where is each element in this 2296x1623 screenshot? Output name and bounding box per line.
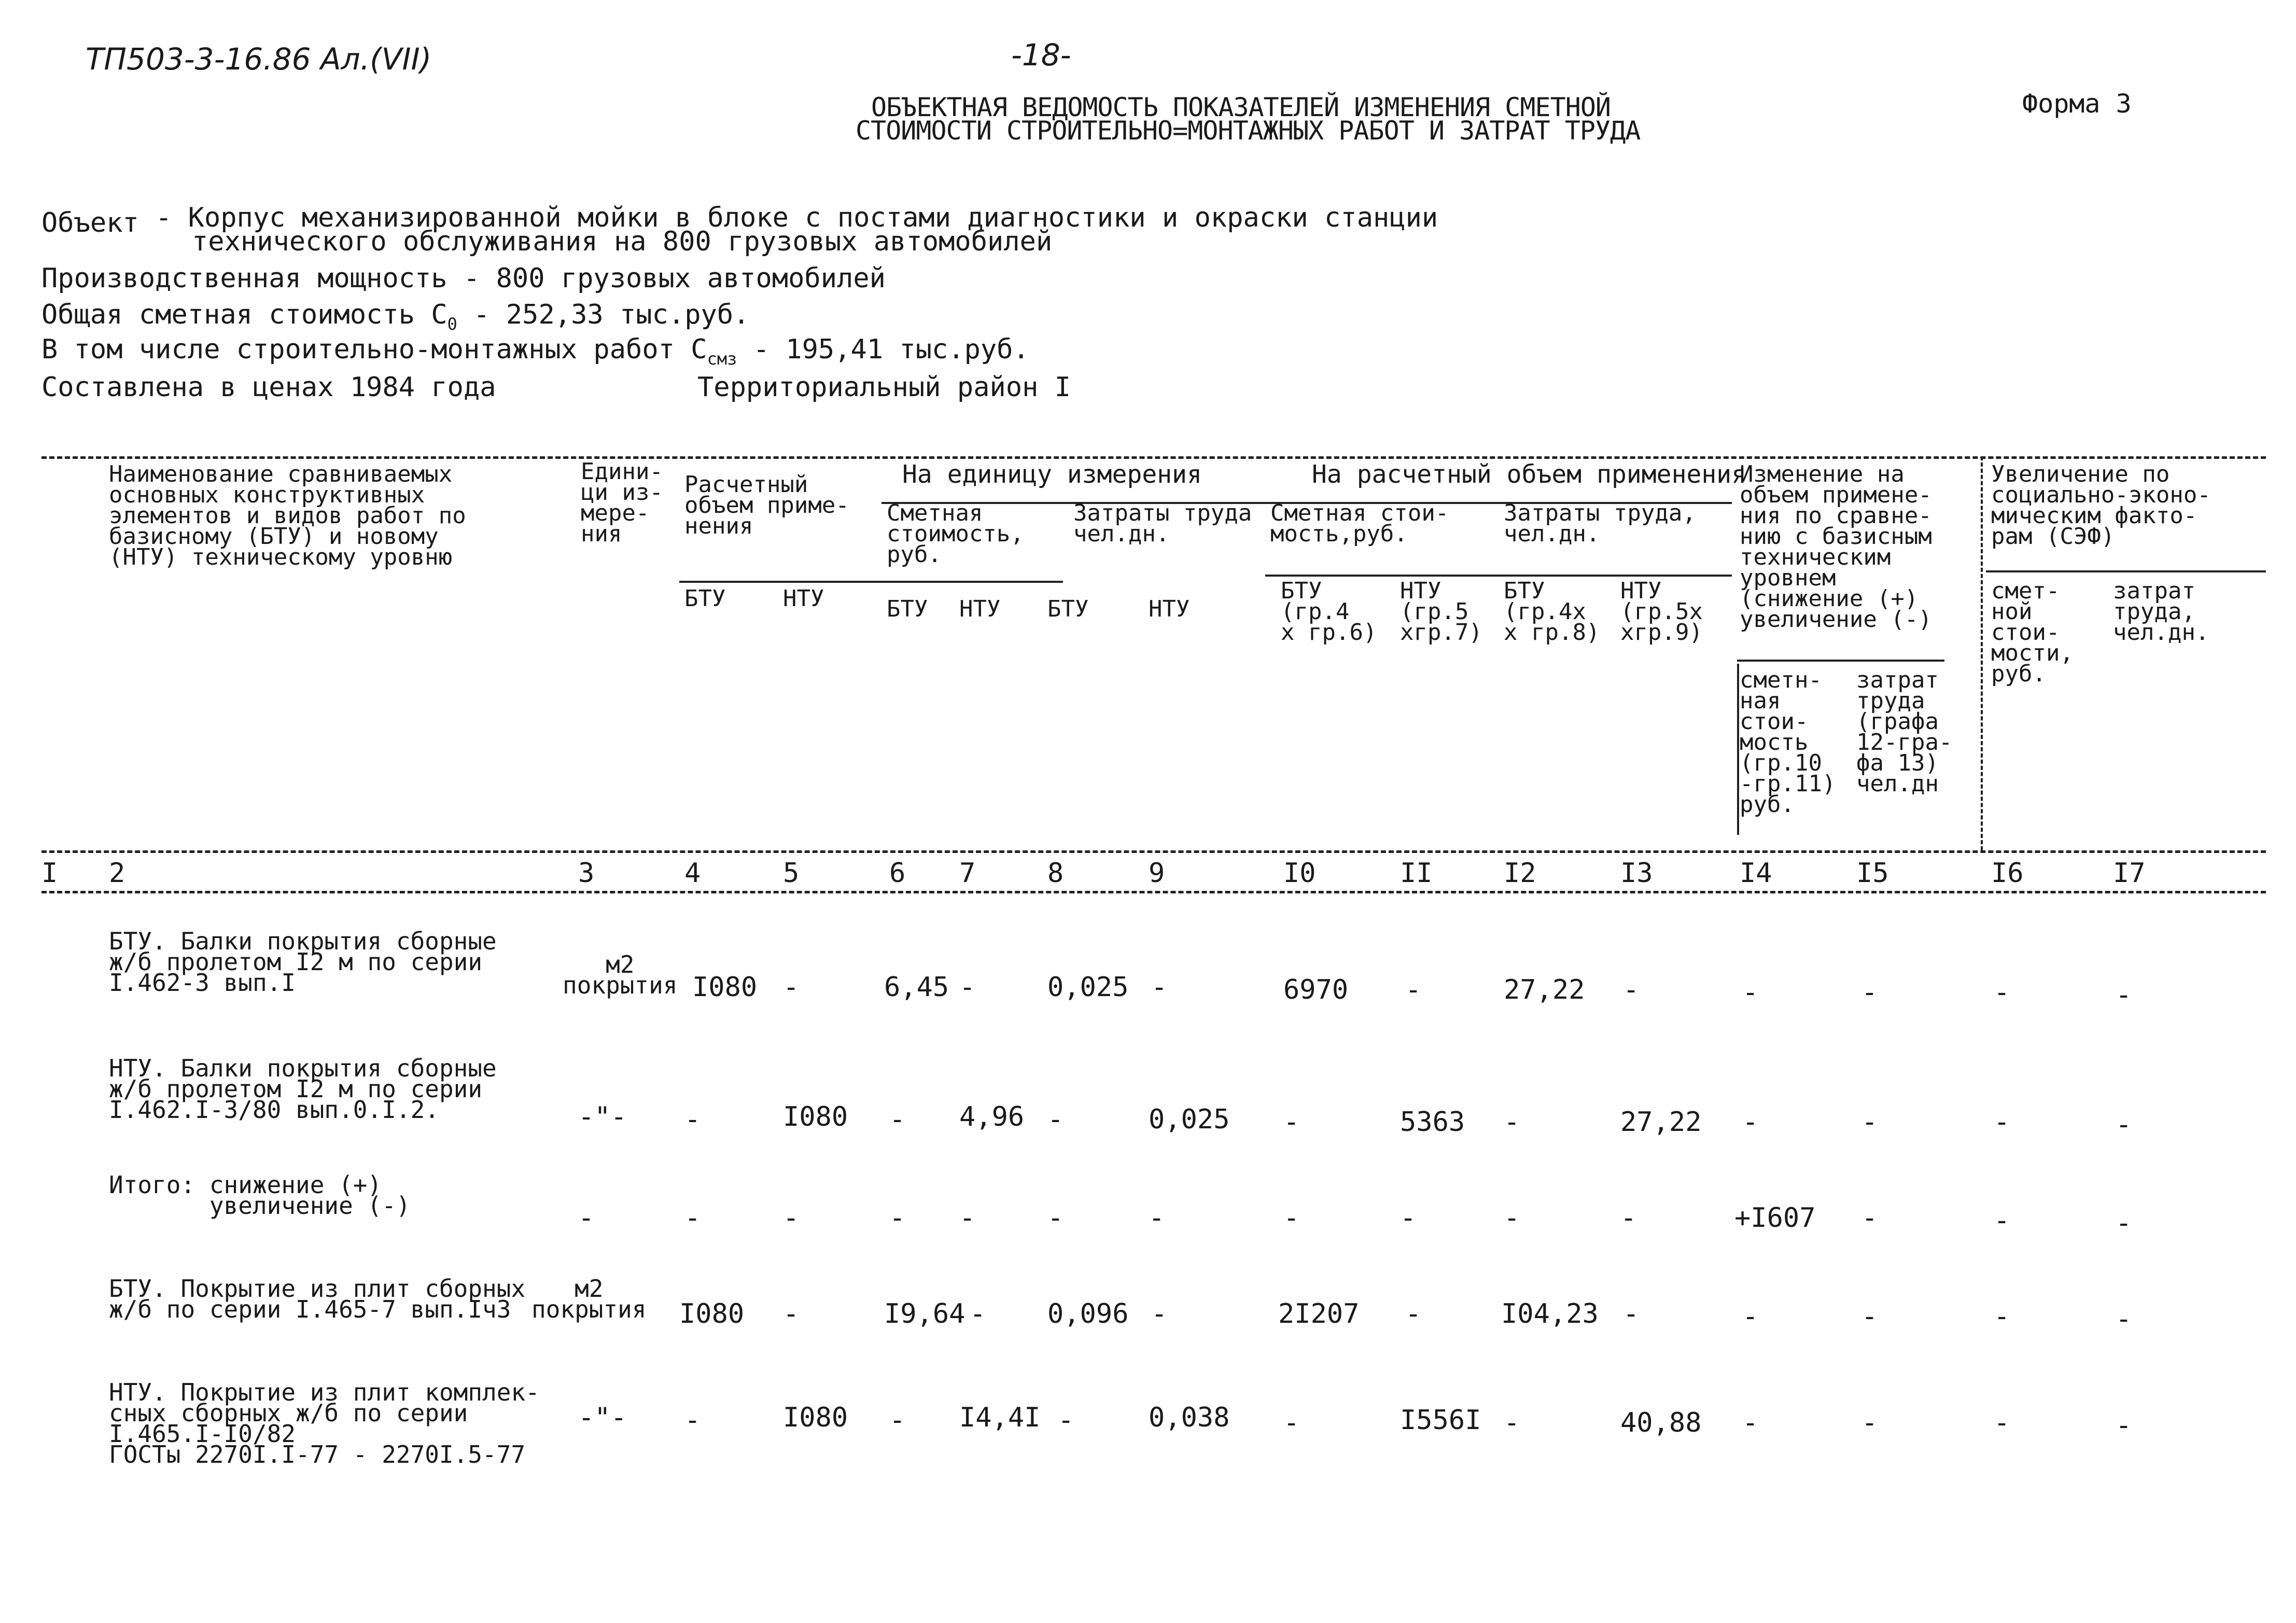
header-calc-cost: Сметная стои- мость,руб. (1270, 500, 1449, 547)
header-change: Изменение на объем примене- ния по сравне- нию с базисным техническим уровнем (снижение (+) увеличение (-) (1740, 461, 1932, 633)
title-line-2: СТОИМОСТИ СТРОИТЕЛЬНО=МОНТАЖНЫХ РАБОТ И ЗАТРАТ ТРУДА (856, 116, 1641, 146)
header-per-unit: На единицу измерения (902, 460, 1202, 489)
row-total-col7: - (959, 1202, 976, 1234)
row-total-unit: - (578, 1202, 595, 1234)
row-3-name: БТУ. Покрытие из плит сборных ж/б по серии I.465-7 вып.Iч3 (109, 1275, 526, 1323)
row-3-col14: - (1742, 1301, 1759, 1332)
row-2-col13: 27,22 (1620, 1107, 1702, 1138)
row-1-name: БТУ. Балки покрытия сборные ж/б пролетом I2 м по серии I.462-3 вып.I (109, 927, 497, 997)
row-total-col6: - (889, 1202, 906, 1234)
row-2-col5: I080 (783, 1101, 848, 1132)
row-1-col6: 6,45 (884, 972, 949, 1003)
row-4-col14: - (1742, 1407, 1759, 1438)
object-line-2: технического обслуживания на 800 грузовых автомобилей (192, 226, 1053, 257)
row-1-unit: м2 покрытия (563, 950, 678, 999)
row-2-col4: - (684, 1104, 701, 1135)
col-number-7: 7 (959, 858, 976, 889)
row-4-col15: - (1861, 1407, 1878, 1438)
header-sef: Увеличение по социально-эконо- мическим факто- рам (СЭФ) (1991, 461, 2211, 550)
row-total-col11: - (1400, 1202, 1417, 1234)
col-number-4: 4 (684, 858, 701, 889)
header-calc-labor: Затраты труда, чел.дн. (1504, 500, 1696, 547)
row-1-col17: - (2116, 980, 2132, 1011)
row-total-col8: - (1047, 1202, 1064, 1234)
calc-subheader-rule (1265, 575, 1732, 577)
row-1-col12: 27,22 (1504, 974, 1585, 1005)
row-4-col17: - (2116, 1410, 2132, 1441)
row-3-col12: I04,23 (1501, 1298, 1599, 1330)
row-total-col5: - (783, 1202, 800, 1234)
row-1-col11: - (1405, 974, 1422, 1005)
row-total-col9: - (1149, 1202, 1165, 1234)
row-1-col5: - (783, 972, 800, 1003)
sef-subheader-rule (1986, 570, 2266, 572)
col-number-13: I3 (1620, 858, 1653, 889)
header-col-name: Наименование сравниваемых основных конструктивных элементов и видов работ по базисному (БТУ) и новому (НТУ) техническому уровню (109, 461, 466, 570)
col-number-8: 8 (1047, 858, 1064, 889)
row-2-name: НТУ. Балки покрытия сборные ж/б пролетом I2 м по серии I.462.I-3/80 вып.0.I.2. (109, 1054, 497, 1124)
total-cost-subscript: 0 (447, 314, 457, 334)
header-col-volume: Расчетный объем приме- нения (684, 471, 849, 539)
header-unit-cost: Сметная стоимость, руб. (887, 500, 1024, 568)
row-2-col6: - (889, 1104, 906, 1135)
row-3-col8: 0,096 (1047, 1298, 1129, 1330)
row-4-name: НТУ. Покрытие из плит комплек- сных сборных ж/б по серии I.465.I-I0/82 ГОСТы 2270I.I-77 - 2270I.5-77 (109, 1378, 540, 1468)
col-number-16: I6 (1991, 858, 2024, 889)
object-label: Объект (41, 207, 139, 239)
header-btu-gr10: БТУ (гр.4 х гр.6) (1281, 578, 1377, 646)
col-number-9: 9 (1149, 858, 1165, 889)
row-3-col5: - (783, 1298, 800, 1330)
row-4-col12: - (1504, 1407, 1520, 1438)
row-2-col10: - (1283, 1107, 1300, 1138)
row-total-col4: - (684, 1202, 701, 1234)
total-cost-prefix: Общая сметная стоимость С (41, 299, 447, 330)
header-change-cost: сметн- ная стои- мость (гр.10 -гр.11) руб. (1740, 667, 1836, 818)
header-unit-labor: Затраты труда чел.дн. (1073, 500, 1252, 547)
col-number-14: I4 (1740, 858, 1772, 889)
row-2-col8: - (1047, 1104, 1064, 1135)
column-number-rule (41, 891, 2266, 893)
row-1-col9: - (1151, 972, 1168, 1003)
row-3-unit: м2 покрытия (531, 1275, 647, 1323)
header-ntu-gr13: НТУ (гр.5х хгр.9) (1620, 578, 1703, 646)
col-number-11: II (1400, 858, 1433, 889)
unit-cost-subheader-rule (881, 581, 1063, 583)
row-2-col9: 0,025 (1149, 1104, 1230, 1135)
change-subheader-rule (1737, 660, 1944, 662)
header-change-labor: затрат труда (графа 12-гра- фа 13) чел.дн (1856, 667, 1953, 797)
row-total-col15: - (1861, 1202, 1878, 1234)
col-number-3: 3 (578, 858, 595, 889)
row-2-unit: -"- (578, 1101, 627, 1132)
document-reference: ТП503-3-16.86 Ал.(VII) (86, 41, 432, 77)
row-4-col11: I556I (1400, 1405, 1481, 1436)
header-unit-labor-ntu: НТУ (1149, 596, 1190, 622)
row-4-col8: - (1058, 1405, 1074, 1436)
row-2-col7: 4,96 (959, 1101, 1025, 1132)
row-1-col14: - (1742, 977, 1759, 1008)
row-4-col9: 0,038 (1149, 1402, 1230, 1433)
row-4-col10: - (1283, 1407, 1300, 1438)
row-3-col6: I9,64 (884, 1298, 965, 1330)
row-4-col16: - (1994, 1407, 2010, 1438)
row-2-col17: - (2116, 1109, 2132, 1140)
row-2-col14: - (1742, 1107, 1759, 1138)
form-label: Форма 3 (2022, 89, 2132, 119)
row-1-col4: I080 (692, 972, 758, 1003)
row-3-col13: - (1623, 1298, 1640, 1330)
row-4-col5: I080 (783, 1402, 848, 1433)
header-sef-labor: затрат труда, чел.дн. (2113, 578, 2209, 646)
col-number-12: I2 (1504, 858, 1536, 889)
smr-subscript: смз (707, 349, 737, 369)
row-4-unit: -"- (578, 1402, 627, 1433)
construction-installation-cost (41, 334, 1029, 370)
col-number-1: I (41, 858, 58, 889)
sef-col-divider (1981, 456, 1983, 850)
prices-year: Составлена в ценах 1984 года (41, 372, 496, 403)
territorial-district: Территориальный район I (697, 372, 1071, 403)
change-col-divider (1737, 664, 1739, 835)
header-calc-volume: На расчетный объем применения (1312, 460, 1747, 489)
row-total-col16: - (1994, 1205, 2010, 1236)
title-line-1: ОБЪЕКТНАЯ ВЕДОМОСТЬ ПОКАЗАТЕЛЕЙ ИЗМЕНЕНИЯ СМЕТНОЙ (871, 92, 1611, 122)
row-3-col7: - (970, 1298, 986, 1330)
row-2-col12: - (1504, 1107, 1520, 1138)
row-2-col11: 5363 (1400, 1107, 1465, 1138)
volume-subheader-rule (679, 581, 887, 583)
row-1-col16: - (1994, 977, 2010, 1008)
total-cost-value: - 252,33 тыс.руб. (457, 299, 750, 330)
row-1-col7: - (959, 972, 976, 1003)
row-1-col15: - (1861, 977, 1878, 1008)
header-ntu-gr11: НТУ (гр.5 хгр.7) (1400, 578, 1482, 646)
smr-prefix: В том числе строительно-монтажных работ С (41, 334, 707, 365)
total-estimated-cost (41, 299, 750, 335)
col-number-10: I0 (1283, 858, 1316, 889)
row-total-col10: - (1283, 1202, 1300, 1234)
header-volume-btu: БТУ (684, 585, 726, 612)
row-2-col15: - (1861, 1107, 1878, 1138)
header-col-unit: Едини- ци из- мере- ния (581, 458, 663, 547)
header-sef-cost: смет- ной стои- мости, руб. (1991, 578, 2074, 687)
header-unit-cost-btu: БТУ (887, 596, 928, 622)
header-bottom-rule (41, 850, 2266, 853)
col-number-5: 5 (783, 858, 800, 889)
row-total-name: Итого: снижение (+) увеличение (-) (109, 1171, 411, 1220)
row-1-col8: 0,025 (1047, 972, 1129, 1003)
row-total-col14: +I607 (1734, 1202, 1816, 1234)
row-2-col16: - (1994, 1107, 2010, 1138)
row-total-col13: - (1620, 1202, 1637, 1234)
row-3-col11: - (1405, 1298, 1422, 1330)
page-number: -18- (1011, 37, 1071, 73)
row-4-col13: 40,88 (1620, 1407, 1702, 1438)
header-unit-cost-ntu: НТУ (959, 596, 1001, 622)
row-4-col7: I4,4I (959, 1402, 1041, 1433)
col-number-15: I5 (1856, 858, 1889, 889)
col-number-6: 6 (889, 858, 906, 889)
row-total-col12: - (1504, 1202, 1520, 1234)
row-4-col6: - (889, 1405, 906, 1436)
row-1-col10: 6970 (1283, 974, 1349, 1005)
row-3-col10: 2I207 (1278, 1298, 1360, 1330)
row-3-col16: - (1994, 1301, 2010, 1332)
table-top-rule (41, 456, 2266, 459)
col-number-2: 2 (109, 858, 125, 889)
row-1-col13: - (1623, 974, 1640, 1005)
smr-value: - 195,41 тыс.руб. (737, 334, 1029, 365)
row-3-col4: I080 (679, 1298, 745, 1330)
row-total-col17: - (2116, 1208, 2132, 1239)
production-capacity: Производственная мощность - 800 грузовых автомобилей (41, 263, 886, 294)
row-4-col4: - (684, 1405, 701, 1436)
header-btu-gr12: БТУ (гр.4х х гр.8) (1504, 578, 1600, 646)
header-unit-labor-btu: БТУ (1047, 596, 1089, 622)
row-3-col15: - (1861, 1301, 1878, 1332)
row-3-col9: - (1151, 1298, 1168, 1330)
row-3-col17: - (2116, 1304, 2132, 1335)
object-line-1: - Корпус механизированной мойки в блоке с постами диагностики и окраски станции (156, 202, 1438, 233)
header-volume-ntu: НТУ (783, 585, 824, 612)
col-number-17: I7 (2113, 858, 2146, 889)
